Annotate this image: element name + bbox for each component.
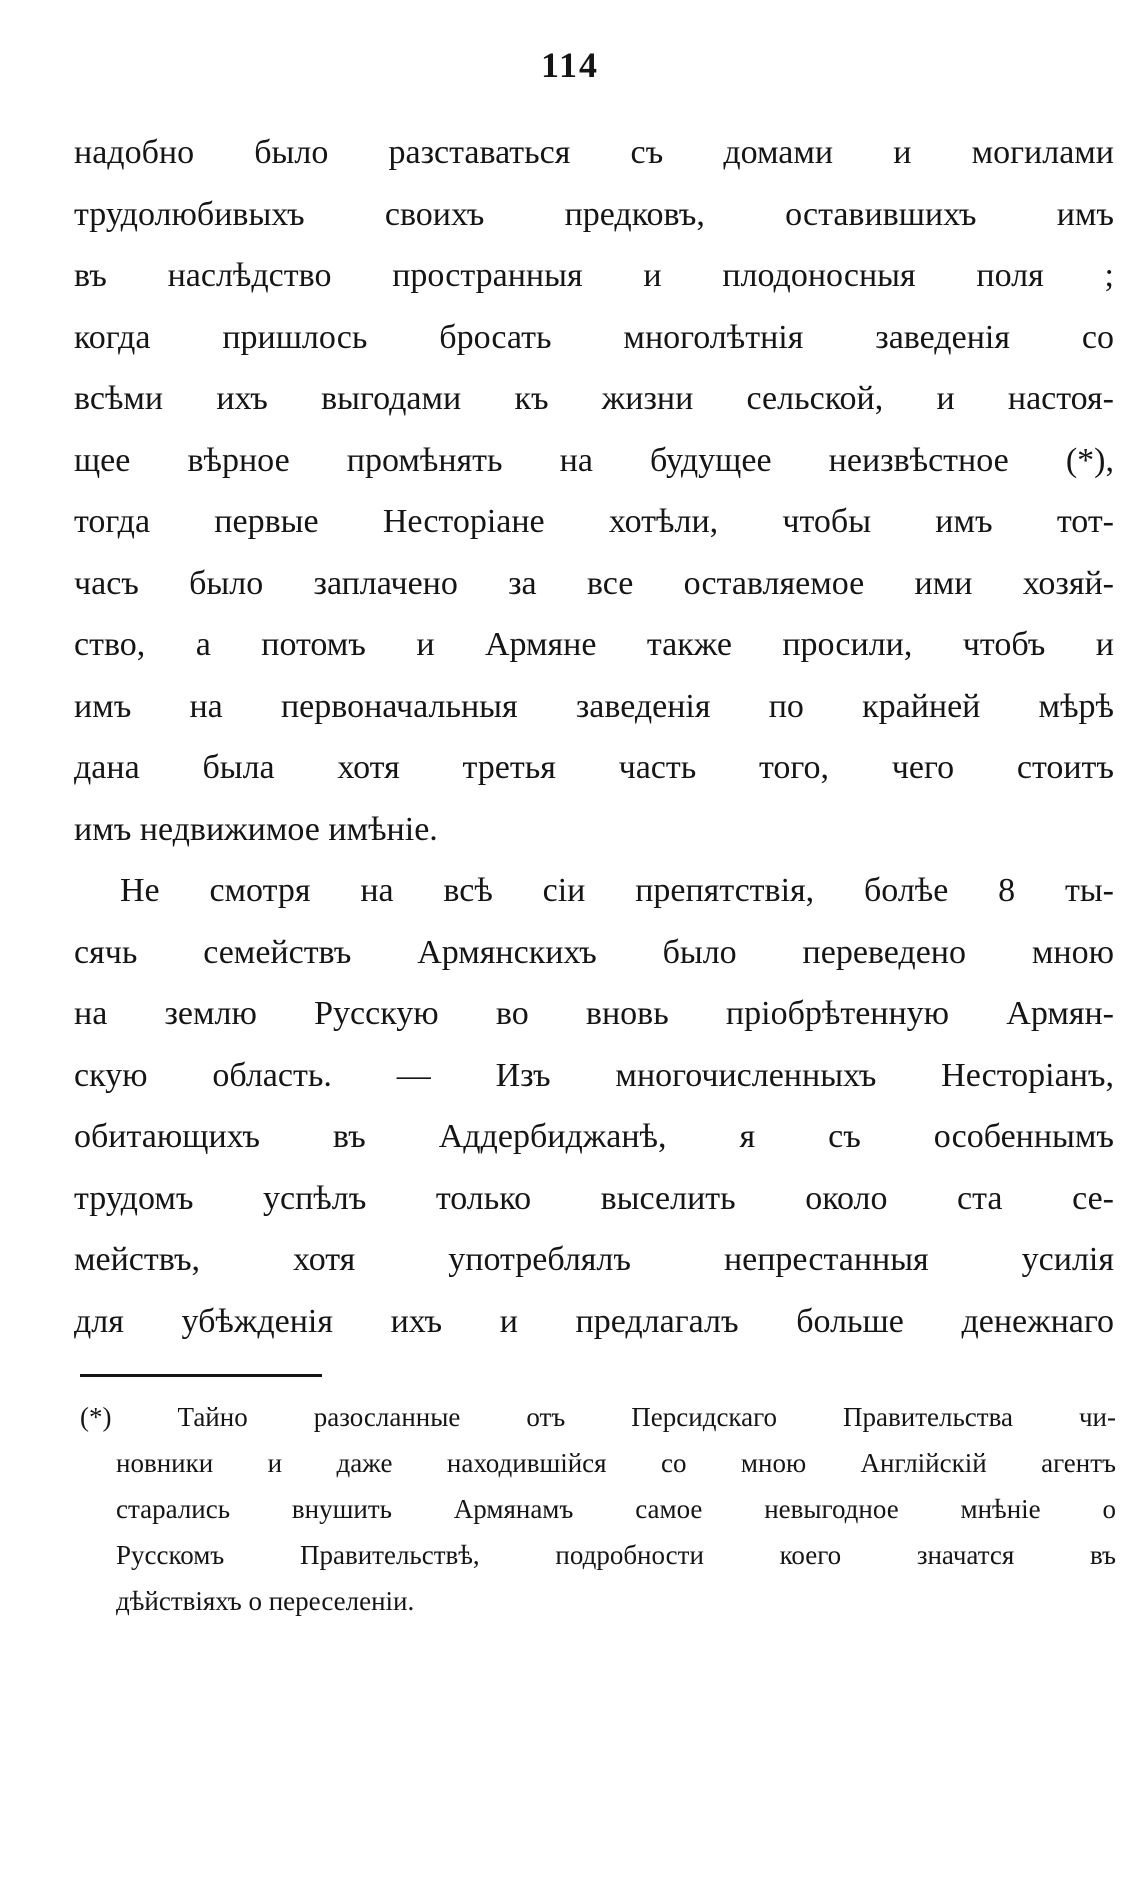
body-line: на землю Русскую во вновь пріобрѣтенную Армян- (74, 995, 1114, 1032)
body-line: надобно было разставаться съ домами и могилами (74, 134, 1114, 171)
body-line: часъ было заплачено за все оставляемое ими хозяй- (74, 564, 1114, 602)
footnote-line: новники и даже находившійся со мною Англійскій агентъ (116, 1448, 1116, 1478)
body-line: трудомъ успѣлъ только выселить около ста се- (74, 1179, 1114, 1217)
body-line: когда пришлось бросать многолѣтнія заведенія со (74, 318, 1114, 356)
footnote-line: Русскомъ Правительствѣ, подробности коего значатся въ (116, 1540, 1116, 1570)
body-line: тогда первые Несторіане хотѣли, чтобы имъ тот- (74, 503, 1114, 540)
body-line: въ наслѣдство пространныя и плодоносныя поля ; (74, 257, 1114, 294)
body-line: мействъ, хотя употреблялъ непрестанныя усилія (74, 1241, 1114, 1278)
body-line: ство, а потомъ и Армяне также просили, чтобъ и (74, 626, 1114, 663)
body-line: щее вѣрное промѣнять на будущее неизвѣстное (*), (74, 441, 1114, 479)
body-line: обитающихъ въ Аддербиджанѣ, я съ особеннымъ (74, 1118, 1114, 1155)
body-line: скую область. — Изъ многочисленныхъ Несторіанъ, (74, 1056, 1114, 1094)
body-line: для убѣжденія ихъ и предлагалъ больше денежнаго (74, 1302, 1114, 1340)
body-line: дана была хотя третья часть того, чего стоитъ (74, 749, 1114, 786)
footnote-line: старались внушить Армянамъ самое невыгодное мнѣніе о (116, 1494, 1116, 1524)
body-line: трудолюбивыхъ своихъ предковъ, оставившихъ имъ (74, 195, 1114, 233)
footnote-line: (*) Тайно разосланные отъ Персидскаго Правительства чи- (80, 1402, 1116, 1432)
body-line: всѣми ихъ выгодами къ жизни сельской, и настоя- (74, 380, 1114, 417)
page-number: 114 (540, 45, 599, 85)
footnote (80, 1394, 1116, 1624)
body-line: имъ на первоначальныя заведенія по крайней мѣрѣ (74, 687, 1114, 725)
body-line: Не смотря на всѣ сіи препятствія, болѣе 8 ты- (120, 872, 1114, 909)
body-text (74, 122, 1114, 1352)
body-line: сячь семействъ Армянскихъ было переведено мною (74, 933, 1114, 971)
footnote-line: дѣйствіяхъ о переселеніи. (116, 1586, 415, 1616)
footnote-divider (80, 1374, 322, 1377)
body-line: имъ недвижимое имѣніе. (74, 810, 438, 848)
